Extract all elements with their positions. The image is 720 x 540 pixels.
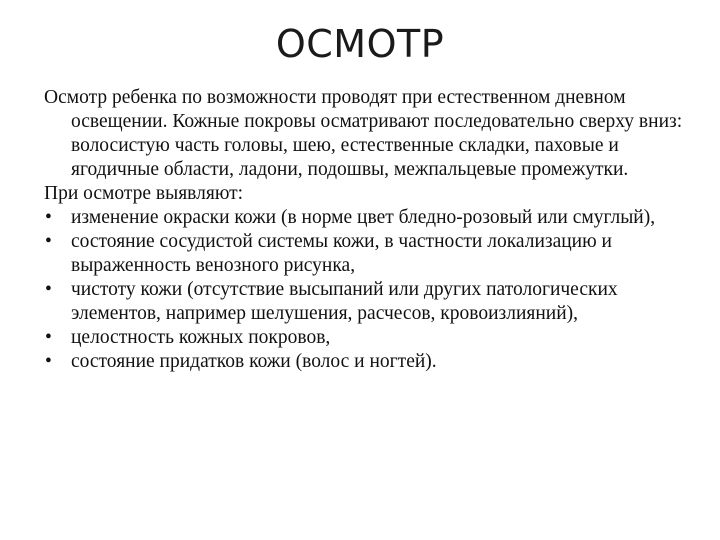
- list-item: [44, 278, 684, 326]
- slide-body: [44, 86, 684, 374]
- bullet-icon: •: [45, 279, 52, 300]
- intro-paragraph: Осмотр ребенка по возможности проводят при естественном дневном освещении. Кожные покровы осматривают последовательно сверху вниз: волосистую часть головы, шею, естественные складки, паховые и ягодичные области, ладони, подошвы, межпальцевые промежутки.: [44, 87, 683, 180]
- bullet-icon: •: [45, 207, 52, 228]
- list-item-text: чистоту кожи (отсутствие высыпаний или других патологических элементов, например шелушения, расчесов, кровоизлияний),: [71, 279, 618, 324]
- list-item: [44, 326, 684, 350]
- findings-list: [44, 206, 684, 374]
- list-item-text: состояние сосудистой системы кожи, в частности локализацию и выраженность венозного рисунка,: [71, 231, 612, 276]
- list-item: [44, 230, 684, 278]
- bullet-icon: •: [45, 231, 52, 252]
- list-heading: При осмотре выявляют:: [44, 183, 244, 204]
- list-item-text: состояние придатков кожи (волос и ногтей).: [71, 351, 437, 372]
- bullet-icon: •: [45, 327, 52, 348]
- bullet-icon: •: [45, 351, 52, 372]
- list-item-text: целостность кожных покровов,: [71, 327, 331, 348]
- list-item-text: изменение окраски кожи (в норме цвет бледно-розовый или смуглый),: [71, 207, 656, 228]
- slide-title: ОСМОТР: [275, 22, 445, 66]
- list-item: [44, 350, 684, 374]
- list-item: [44, 206, 684, 230]
